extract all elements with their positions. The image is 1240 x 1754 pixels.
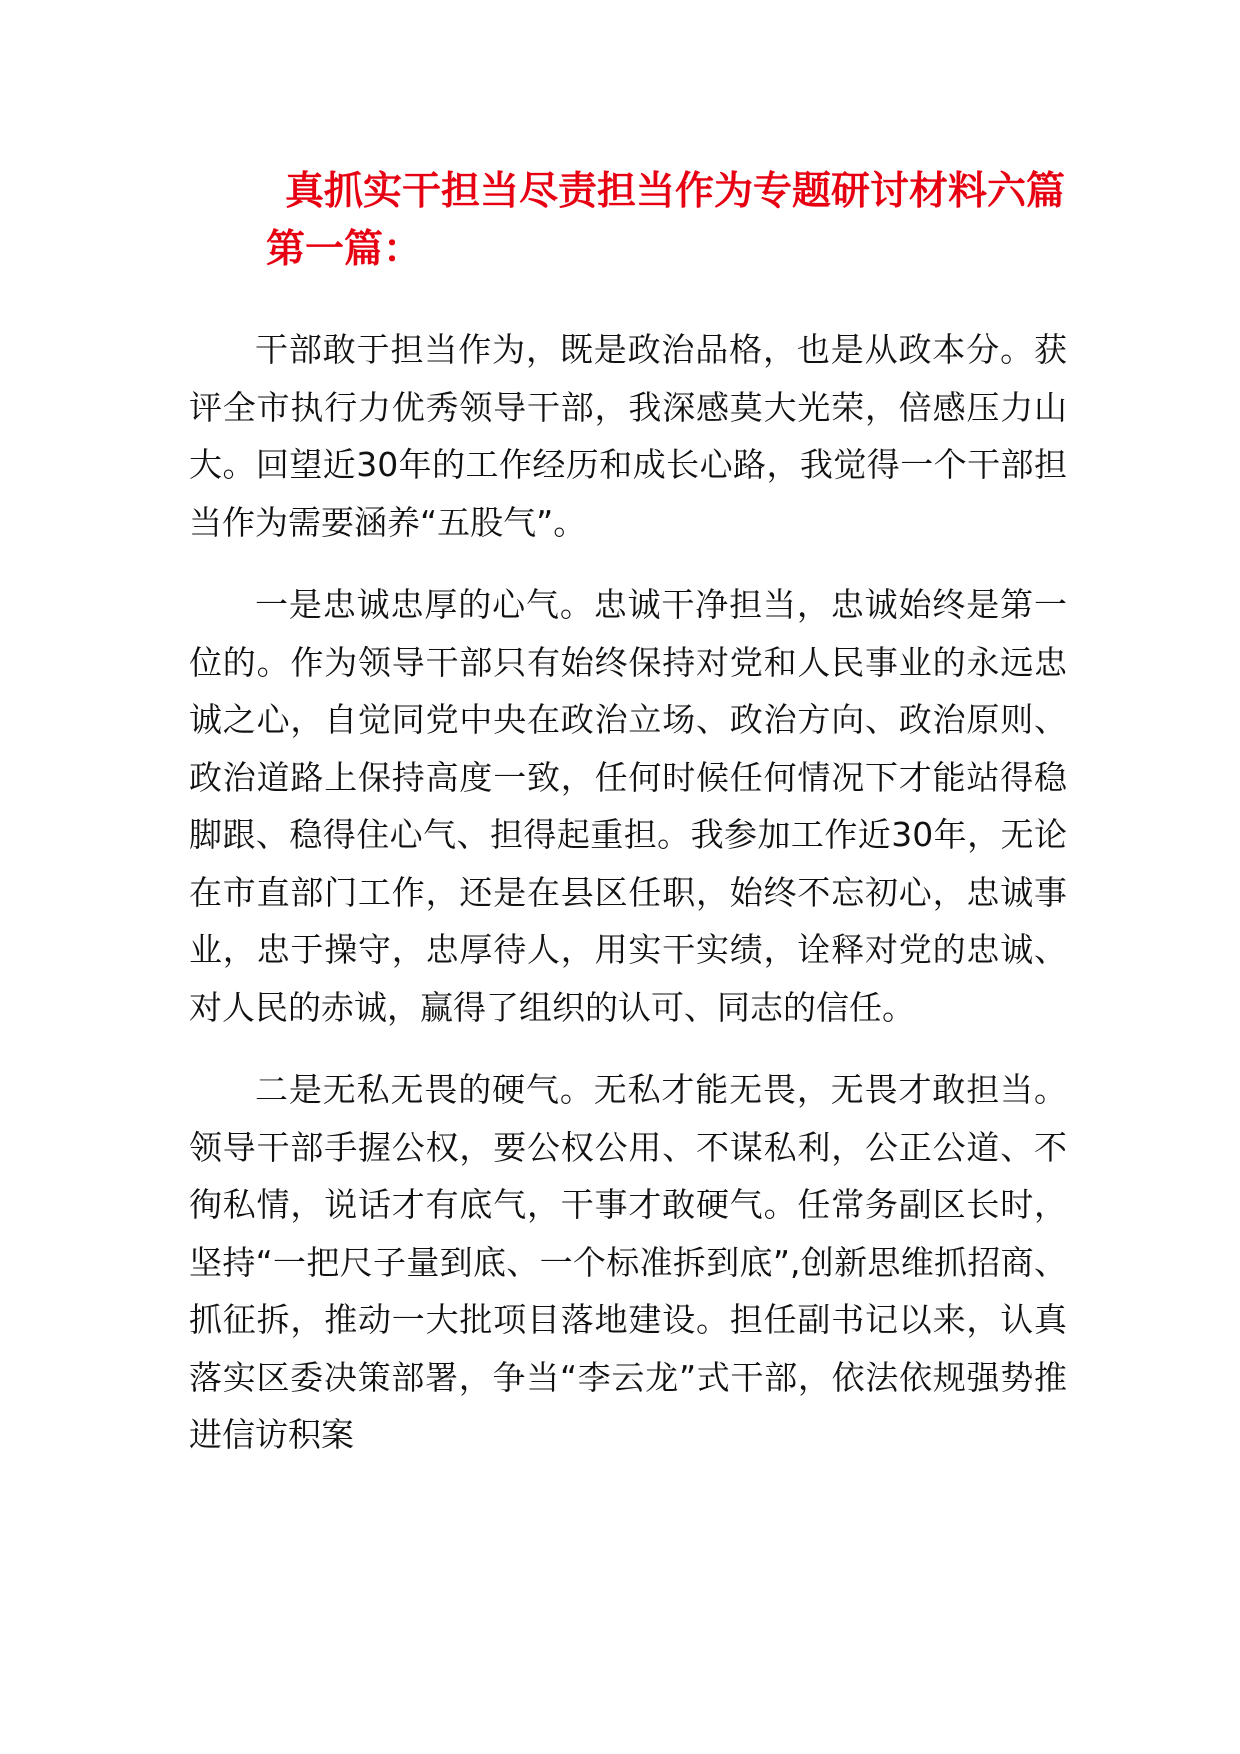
paragraph-lead: 二是无私无畏的硬气。无私才能无畏，无畏才敢担当。	[255, 1070, 1067, 1109]
paragraph-text: 干部敢于担当作为，既是政治品格，也是从政本分。获评全市执行力优秀领导干部，我深感莫大光荣，倍感压力山大。回望近30年的工作经历和成长心路，我觉得一个干部担当作为需要涵养“五股气”。	[189, 330, 1067, 542]
paragraph-loyalty	[189, 576, 1067, 1036]
paragraph-text: 领导干部手握公权，要公权公用、不谋私利，公正公道、不徇私情，说话才有底气，干事才敢硬气。任常务副区长时，坚持“一把尺子量到底、一个标准拆到底”,创新思维抓招商、抓征拆，推动一大批项目落地建设。担任副书记以来，认真落实区委决策部署，争当“李云龙”式干部，依法依规强势推进信访积案	[189, 1127, 1067, 1454]
paragraph-selfless	[189, 1061, 1067, 1464]
section-heading: 第一篇：	[266, 226, 423, 272]
paragraph-text: 忠诚干净担当，忠诚始终是第一位的。作为领导干部只有始终保持对党和人民事业的永远忠诚之心，自觉同党中央在政治立场、政治方向、政治原则、政治道路上保持高度一致，任何时候任何情况下才能站得稳脚跟、稳得住心气、担得起重担。我参加工作近30年，无论在市直部门工作，还是在县区任职，始终不忘初心，忠诚事业，忠于操守，忠厚待人，用实干实绩，诠释对党的忠诚、对人民的赤诚，赢得了组织的认可、同志的信任。	[189, 585, 1068, 1027]
document-body	[189, 321, 1067, 1489]
document-title: 真抓实干担当尽责担当作为专题研讨材料六篇	[285, 168, 1066, 214]
paragraph-lead: 一是忠诚忠厚的心气。	[255, 585, 594, 624]
paragraph-intro	[189, 321, 1067, 551]
